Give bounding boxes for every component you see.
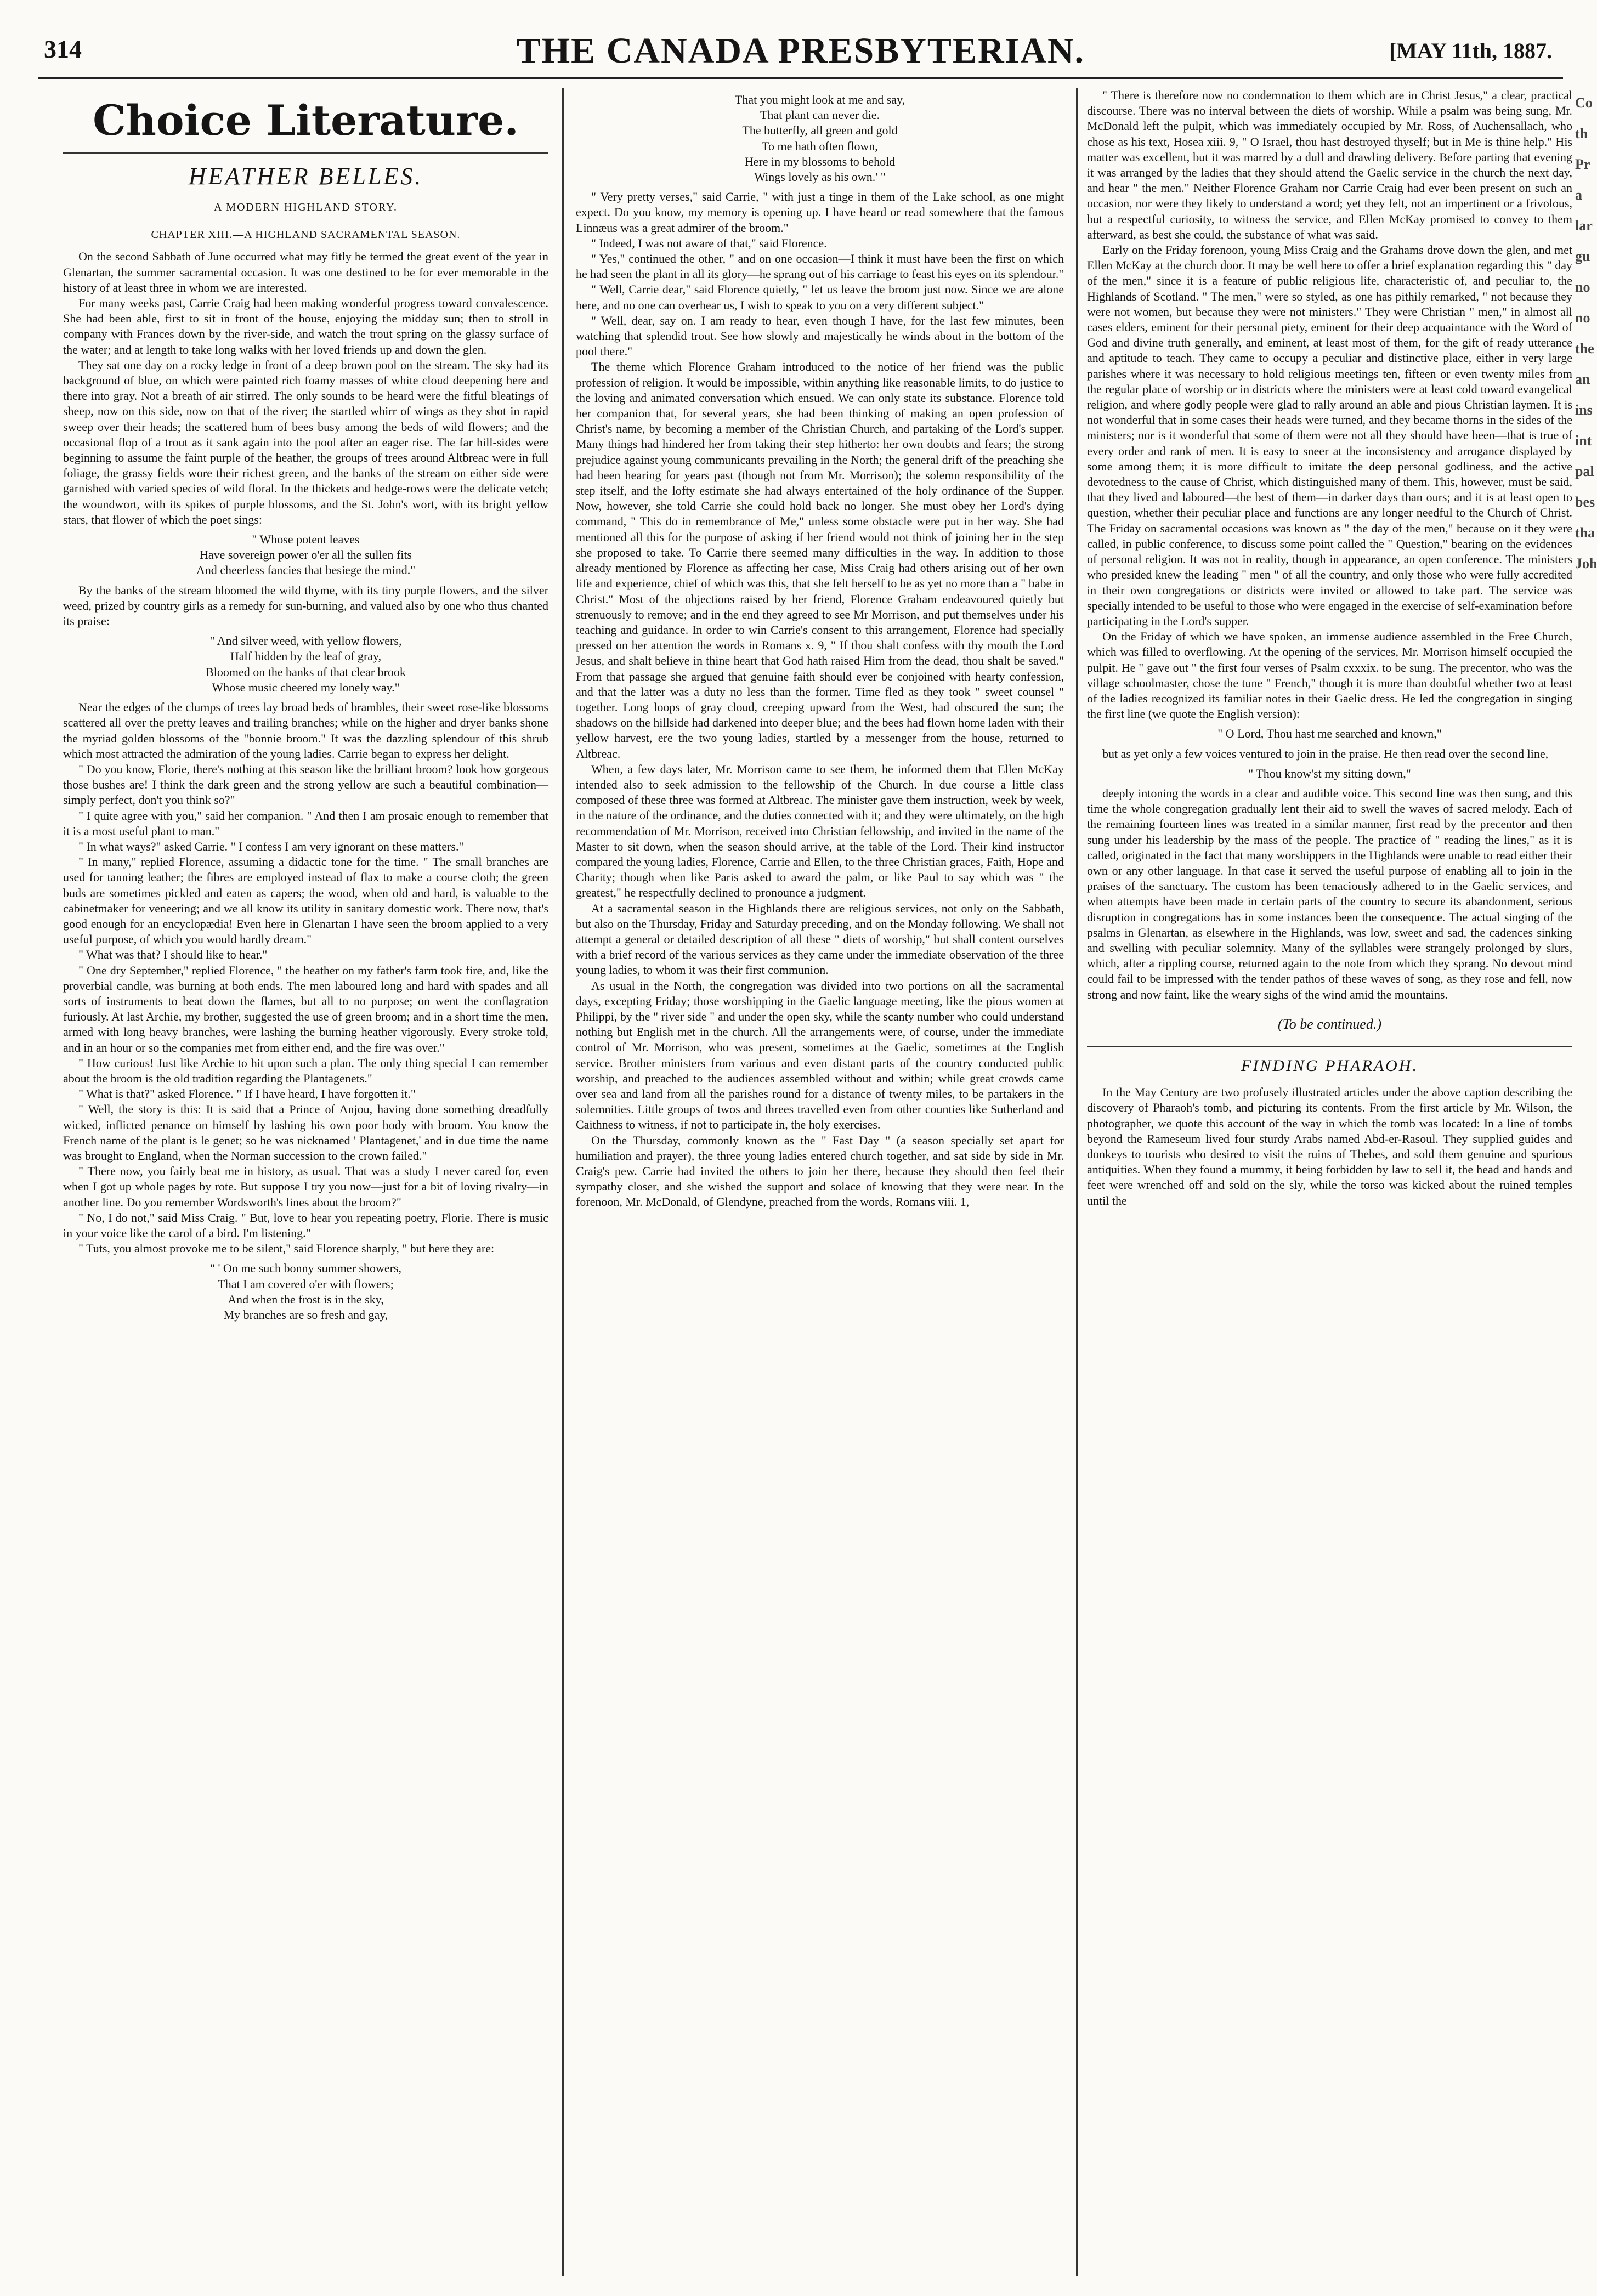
paragraph: Near the edges of the clumps of trees lay broad beds of brambles, their sweet rose-like blossoms scattered all over the pretty leaves and trailing branches; while on the higher and dryer banks shone the myriad golden blossoms of the "bonnie broom." It was the dazzling splendour of this shrub which most attracted the admiration of the young ladies. Carrie began to express her delight. bbox=[63, 700, 548, 761]
paragraph: " No, I do not," said Miss Craig. " But, love to hear you repeating poetry, Florie. There is music in your voice like the carol of a bird. I'm listening." bbox=[63, 1210, 548, 1240]
paragraph: At a sacramental season in the Highlands there are religious services, not only on the Sabbath, but also on the Thursday, Friday and Saturday preceding, and on the Monday following. We shall not attempt a general or detailed description of all these " diets of worship," but shall content ourselves with a brief record of the various services as they came under the immediate observation of the three young ladies, to whom it was their first communion. bbox=[576, 901, 1064, 977]
paragraph: " There is therefore now no condemnation to them which are in Christ Jesus," a clear, practical discourse. There was no interval between the diets of worship. While a psalm was being sung, Mr. McDonald left the pulpit, which was immediately occupied by Mr. Ross, of Auchensallach, who chose as his text, Hosea xiii. 9, " O Israel, thou hast destroyed thyself; but in Me is thine help." His matter was excellent, but it was marred by a dull and drawling delivery. Before parting that evening it was arranged by the ladies that they should attend the Gaelic service in the church the next day, and hear " the men." Neither Florence Graham nor Carrie Craig had ever been present on such an occasion, nor were they likely to understand a word; yet they felt, not an impertinent or a frivolous, but a respectful curiosity, to witness the service, and Ellen McKay promised to convey to them afterward, as best she could, the substance of what was said. bbox=[1087, 88, 1572, 241]
paragraph: In the May Century are two profusely illustrated articles under the above caption describing the discovery of Pharaoh's tomb, and picturing its contents. From the first article by Mr. Wilson, the photographer, we quote this account of the way in which the tomb was located: In a line of tombs beyond the Rameseum lived four sturdy Arabs named Abd-er-Rasoul. They supplied guides and donkeys to tourists who desired to visit the ruins of Thebes, and sold them genuine and spurious antiquities. When they found a mummy, it being forbidden by law to sell it, the head and hands and feet were wrenched off and sold on the sly, while the torso was kicked about the ruined temples until the bbox=[1087, 1085, 1572, 1207]
article-title: FINDING PHARAOH. bbox=[1087, 1046, 1572, 1074]
edge-fragment: int bbox=[1575, 433, 1592, 449]
verse-line: " Whose potent leaves bbox=[252, 532, 360, 547]
paragraph: " Yes," continued the other, " and on one occasion—I think it must have been the first on which he had seen the plant in all its glory—he sprang out of his carriage to feast his eyes on its splendour." bbox=[576, 252, 1064, 281]
verse-line: The butterfly, all green and gold bbox=[742, 123, 898, 138]
paragraph: For many weeks past, Carrie Craig had been making wonderful progress toward convalescence. She had been able, first to sit in front of the house, enjoying the midday sun; then to stroll in company with Frances down by the river-side, and watch the trout spring on the glassy surface of the water; and at length to take long walks with her loved friends up and down the glen. bbox=[63, 296, 548, 356]
paragraph: The theme which Florence Graham introduced to the notice of her friend was the public profession of religion. It would be impossible, within anything like reasonable limits, to do justice to the loving and animated conversation which ensued. We can only state its substance. Florence told her companion that, for several years, she had been thinking of making an open profession of Christ's name, by becoming a member of the Christian Church, and partaking of the Lord's supper. Many things had hindered her from taking their step hitherto: her own doubts and fears; the strong prejudice against young communicants prevailing in the North; the general drift of the preaching she had been hearing for years past (though not from Mr. Morrison); the solemn responsibility of the step itself, and the lofty estimate she had always entertained of the holy ordinance of the Supper. Now, however, she told Carrie she could hold back no longer. She must obey her Lord's dying command, " This do in remembrance of Me," unless some obstacle were put in her way. She had mentioned all this for the purpose of asking if her friend would not think of joining her in the step she proposed to take. To Carrie there seemed many difficulties in the way. In addition to those already mentioned by Florence as affecting her case, Miss Craig had others arising out of her own life and experience, chief of which was this, that she felt herself to be as yet no more than a " babe in Christ." Most of the objections raised by her friend, Florence Graham endeavoured quietly but strenuously to remove; and in the end they agreed to see Mr Morrison, and put themselves under his teaching and guidance. In order to win Carrie's consent to this arrangement, Florence had specially pressed on her attention the words in Romans x. 9, " If thou shalt confess with thy mouth the Lord Jesus, and shalt believe in thine heart that God hath raised Him from the dead, thou shalt be saved." From that passage she argued that genuine faith should ever be conjoined with hearty confession, and that the latter was a duty no less than the former. Time fled as they took " sweet counsel " together. Long loops of gray cloud, creeping upward from the West, had obscured the sun; the shadows on the hillside had darkened into deeper blue; and the bees had flown home laden with their yellow harvest, ere the two young ladies, startled by a messenger from the house, returned to Altbreac. bbox=[576, 360, 1064, 761]
verse-line: That plant can never die. bbox=[760, 108, 880, 122]
verse-quote bbox=[63, 1261, 548, 1323]
page-number: 314 bbox=[44, 35, 82, 63]
verse-line: Bloomed on the banks of that clear brook bbox=[206, 665, 406, 679]
paragraph: deeply intoning the words in a clear and audible voice. This second line was then sung, and this time the whole congregation gradually lent their aid to swell the waves of sacred melody. Each of the remaining fourteen lines was treated in a similar manner, first read by the precentor and then sung under his leadership by the mass of the people. The practice of " reading the lines," as it is called, originated in the fact that many worshippers in the Highlands were unable to read either their own or any other language. In that case it served the useful purpose of enabling all to join in the praises of the sanctuary. The custom has been tenaciously adhered to in the Gaelic services, and when attempts have been made in certain parts of the country to secure its abandonment, serious disruption in congregations has in some instances been the consequence. The actual singing of the psalms in Glenartan, as elsewhere in the Highlands, was low, sweet and sad, the cadences sinking and swelling with peculiar solemnity. Many of the syllables were strangely prolonged by slurs, which, after a rippling course, returned again to the note from which they sprang. No devout mind could fail to be impressed with the tender pathos of these waves of song, as they rose and fell, now strong and now faint, like the weary sighs of the wind amid the mountains. bbox=[1087, 786, 1572, 1001]
adjacent-page-edge bbox=[1575, 88, 1597, 2276]
edge-fragment: Joh bbox=[1575, 555, 1597, 571]
verse-line: Half hidden by the leaf of gray, bbox=[230, 649, 382, 664]
paragraph: When, a few days later, Mr. Morrison came to see them, he informed them that Ellen McKay intended also to seek admission to the fellowship of the Church. In due course a little class composed of these three was formed at Altbreac. The minister gave them instruction, week by week, in the nature of the ordinance, and the duties connected with it; and they were ultimately, on the high recommendation of Mr. Morrison, received into Christian fellowship, and invited in the name of the Master to sit down, when the season should arrive, at the table of the Lord. Their kind instructor compared the young ladies, Florence, Carrie and Ellen, to the three Christian graces, Faith, Hope and Charity; though when like Paris asked to award the palm, or like Paul to say which was " the greatest," he respectfully declined to pronounce a judgment. bbox=[576, 762, 1064, 900]
paragraph: " I quite agree with you," said her companion. " And then I am prosaic enough to remember that it is a most useful plant to man." bbox=[63, 808, 548, 838]
paragraph: " What is that?" asked Florence. " If I have heard, I have forgotten it." bbox=[78, 1087, 416, 1101]
paragraph: They sat one day on a rocky ledge in front of a deep brown pool on the stream. The sky had its background of blue, on which were painted rich foamy masses of white cloud deepening here and there into gray. Not a breath of air stirred. The only sounds to be heard were the fitful bleatings of sheep, now on this side, now on that of the river; the startled whirr of wings as they shot in rapid sweep over their heads; the scattered hum of bees busy among the beds of wild flowers; and the occasional flop of a trout as it sank again into the pool after an eager rise. The far hill-sides were beginning to assume the faint purple of the heather, the groups of trees around Altbreac were in full foliage, the grassy fields wore their richest green, and the banks of the stream on either side were garnished with varied species of wild floral. In the thickets and hedge-rows were the delicate vetch; the woundwort, with its spikes of purple blossoms, and the St. John's wort, with its bright yellow stars, that flower of which the poet sings: bbox=[63, 358, 548, 526]
to-be-continued: (To be continued.) bbox=[1278, 1016, 1381, 1032]
column-left bbox=[63, 88, 548, 2276]
story-subtitle: A MODERN HIGHLAND STORY. bbox=[213, 201, 398, 213]
column-middle bbox=[576, 88, 1064, 2276]
paragraph: " In many," replied Florence, assuming a didactic tone for the time. " The small branches are used for tanning leather; the fibres are employed instead of flax to make a course cloth; the green buds are sometimes pickled and eaten as capers; the wood, when old and hard, is valuable to the cabinetmaker for veneering; and we all know its utility in sanitary domestic work. There now, that's good enough for an encyclopædia! Even here in Glenartan I have seen the broom applied to a very useful purpose, of which you would hardly dream." bbox=[63, 855, 548, 946]
paragraph: " Well, Carrie dear," said Florence quietly, " let us leave the broom just now. Since we are alone here, and no one can overhear us, I wish to speak to you on a very different subject." bbox=[576, 282, 1064, 312]
edge-fragment: a bbox=[1575, 187, 1582, 203]
edge-fragment: ins bbox=[1575, 402, 1593, 418]
verse-line: And when the frost is in the sky, bbox=[228, 1292, 384, 1306]
edge-fragment: th bbox=[1575, 126, 1588, 141]
verse-line: Have sovereign power o'er all the sullen fits bbox=[199, 548, 412, 562]
verse-line: " ' On me such bonny summer showers, bbox=[209, 1261, 401, 1275]
paragraph: " How curious! Just like Archie to hit upon such a plan. The only thing special I can remember about the broom is the old tradition regarding the Plantagenets." bbox=[63, 1056, 548, 1085]
verse-line: Here in my blossoms to behold bbox=[744, 154, 896, 168]
verse-line: And cheerless fancies that besiege the mind." bbox=[196, 563, 416, 577]
paragraph: " Very pretty verses," said Carrie, " with just a tinge in them of the Lake school, as one might expect. Do you know, my memory is opening up. I have heard or read somewhere that the famous Linnæus was a great admirer of the broom." bbox=[576, 190, 1064, 235]
paragraph: " Well, dear, say on. I am ready to hear, even though I have, for the last few minutes, been watching that splendid trout. See how slowly and majestically he winds about in the bottom of the pool there." bbox=[576, 313, 1064, 359]
verse-quote bbox=[63, 532, 548, 579]
verse-quote bbox=[1087, 766, 1572, 781]
issue-date: [MAY 11th, 1887. bbox=[1389, 38, 1552, 63]
edge-fragment: Co bbox=[1575, 95, 1593, 111]
verse-line: " And silver weed, with yellow flowers, bbox=[209, 634, 402, 648]
edge-fragment: bes bbox=[1575, 494, 1595, 510]
paragraph: On the second Sabbath of June occurred what may fitly be termed the great event of the year in Glenartan, the summer sacramental occasion. It was one destined to be for ever memorable in the history of at least three in whom we are interested. bbox=[63, 250, 548, 294]
verse-line: Wings lovely as his own.' " bbox=[754, 170, 886, 184]
page-header bbox=[38, 30, 1563, 69]
edge-fragment: gu bbox=[1575, 248, 1590, 264]
paragraph: but as yet only a few voices ventured to join in the praise. He then read over the second line, bbox=[1102, 746, 1549, 761]
verse-quote bbox=[1087, 726, 1572, 741]
column-divider bbox=[1076, 88, 1078, 2276]
edge-fragment: the bbox=[1575, 341, 1594, 356]
paragraph: " In what ways?" asked Carrie. " I confess I am very ignorant on these matters." bbox=[78, 839, 464, 853]
paragraph: " Do you know, Florie, there's nothing at this season like the brilliant broom? look how gorgeous those bushes are! I think the dark green and the strong yellow are such a beautiful combination—simply perfect, don't you think so?" bbox=[63, 762, 548, 807]
verse-quote bbox=[63, 633, 548, 695]
paragraph: Early on the Friday forenoon, young Miss Craig and the Grahams drove down the glen, and met Ellen McKay at the church door. It may be well here to offer a brief explanation regarding this " day of the men," since it is a feature of public religious life, characteristic of, and peculiar to, the Highlands of Scotland. " The men," were so styled, as one has pithily remarked, " not because they were not women, but because they were not ministers." They were Christian " men," in almost all cases elders, eminent for their personal piety, eminent for their deep acquaintance with the Word of God and divine truth generally, and eminent, at least most of them, for the gift of ready utterance and aptitude to teach. They came to occupy a peculiar and distinctive place, either in very large parishes where it was necessary to hold religious meetings ten, fifteen or even twenty miles from the regular place of worship or in districts where the ministers were at least cold toward evangelical religion, and where godly people were glad to rally around an able and pious Christian laymen. It is not wonderful that in some cases their heads were turned, and they became thorns in the sides of the ministers; nor is it wonderful that some of them were not all they should have been—that is true of every order and rank of men. It is easy to sneer at the inconsistency and arrogance displayed by some among them; it is more difficult to imitate the deep personal godliness, and the active devotedness to the cause of Christ, which distinguished many of them. This, however, must be said, that they lived and laboured—the best of them—in darker days than ours; and it is at least open to question, whether their peculiar place and functions are any longer needful to the Church of Christ. The Friday on sacramental occasions was known as " the day of the men," because on it they were called, in public conference, to discuss some point called the " Question," bearing on the evidences of personal religion. It was not in reality, though in appearance, an open conference. The ministers who presided knew the leading " men " of all the country, and only those who were fully accredited in their own congregations or districts were invited or allowed to take part. The service was specially intended to be useful to those who were engaged in the exercise of self-examination before participating in the Lord's supper. bbox=[1087, 243, 1572, 628]
paragraph: " One dry September," replied Florence, " the heather on my father's farm took fire, and, like the proverbial candle, was burning at both ends. The men laboured long and hard with spades and all sorts of instruments to beat down the flames, but all to no purpose; on went the conflagration furiously. At last Archie, my brother, suggested the use of green broom; and in a short time the men, armed with long heavy branches, were lashing the burning heather vigorously. Every stroke told, and in an hour or so the companies met from either end, and the fire was over." bbox=[63, 963, 548, 1055]
edge-fragment: an bbox=[1575, 371, 1590, 387]
edge-fragment: no bbox=[1575, 279, 1590, 295]
story-title: HEATHER BELLES. bbox=[63, 152, 548, 193]
paragraph: " Tuts, you almost provoke me to be silent," said Florence sharply, " but here they are: bbox=[78, 1241, 495, 1256]
verse-line: That you might look at me and say, bbox=[734, 93, 905, 106]
paragraph: As usual in the North, the congregation was divided into two portions on all the sacramental days, excepting Friday; those worshipping in the Gaelic language meeting, like the pious women at Philippi, by the " river side " and under the open sky, while the scanty number who could understand nothing but English met in the church. All the arrangements were, of course, under the immediate control of Mr. Morrison, who was present, sometimes at the Gaelic, sometimes at the English service. Brother ministers from various and even distant parts of the country conducted public worship, and preached to the audiences assembled without and within; while great crowds came over sea and land from all the parishes round for a distance of twenty miles, to be partakers in the solemnities. Little groups of twos and threes travelled even from other counties like Sutherland and Caithness to witness, if not to participate in, the holy exercises. bbox=[576, 978, 1064, 1132]
edge-fragment: pal bbox=[1575, 463, 1594, 479]
paragraph: " Indeed, I was not aware of that," said Florence. bbox=[591, 236, 827, 250]
edge-fragment: Pr bbox=[1575, 156, 1590, 172]
column-right bbox=[1087, 88, 1572, 2276]
verse-line: Whose music cheered my lonely way." bbox=[212, 680, 400, 694]
verse-line: My branches are so fresh and gay, bbox=[223, 1308, 388, 1322]
section-title: Choice Literature. bbox=[93, 96, 519, 145]
verse-quote bbox=[576, 92, 1064, 185]
verse-line: " Thou know'st my sitting down," bbox=[1248, 766, 1411, 780]
paragraph: On the Friday of which we have spoken, an immense audience assembled in the Free Church, which was filled to overflowing. At the opening of the services, Mr. Morrison himself occupied the pulpit. He " gave out " the first four verses of Psalm cxxxix. to be sung. The precentor, who was the village schoolmaster, chose the tune " French," though it is more than doubtful whether two at least of the ladies recognized its familiar notes in their Gaelic dress. He led the congregation in singing the first line (we quote the English version): bbox=[1087, 630, 1572, 721]
paragraph: " Well, the story is this: It is said that a Prince of Anjou, having done something dreadfully wicked, inflicted penance on himself by lashing his own poor body with broom. You know the French name of the plant is le genet; so he was nicknamed ' Plantagenet,' and in due time the name was brought to England, when the Norman succession to the crown failed." bbox=[63, 1102, 548, 1163]
edge-fragment: no bbox=[1575, 310, 1590, 326]
edge-fragment: tha bbox=[1575, 525, 1595, 541]
header-rule bbox=[38, 77, 1563, 79]
paragraph: On the Thursday, commonly known as the " Fast Day " (a season specially set apart for humiliation and prayer), the three young ladies entered church together, and sat side by side in Mr. Craig's pew. Carrie had invited the others to join her there, because they should then feel their sympathy closer, and she wished the support and solace of knowing that they were near. In the forenoon, Mr. McDonald, of Glendyne, preached from the words, Romans viii. 1, bbox=[576, 1133, 1064, 1209]
journal-title: THE CANADA PRESBYTERIAN. bbox=[516, 31, 1085, 71]
paragraph: " What was that? I should like to hear." bbox=[78, 948, 268, 962]
edge-fragment: lar bbox=[1575, 218, 1593, 234]
verse-line: That I am covered o'er with flowers; bbox=[218, 1277, 394, 1291]
paragraph: " There now, you fairly beat me in history, as usual. That was a study I never cared for, even when I got up whole pages by rote. But suppose I try you now—just for a bit of loving rivalry—in another line. Do you remember Wordsworth's lines about the broom?" bbox=[63, 1164, 548, 1209]
verse-line: " O Lord, Thou hast me searched and known," bbox=[1217, 727, 1442, 741]
verse-line: To me hath often flown, bbox=[762, 139, 878, 153]
paragraph: By the banks of the stream bloomed the wild thyme, with its tiny purple flowers, and the silver weed, prized by country girls as a remedy for sun-burning, and valued also by one who thus chanted its praise: bbox=[63, 583, 548, 628]
chapter-heading: CHAPTER XIII.—A HIGHLAND SACRAMENTAL SEASON. bbox=[151, 229, 461, 241]
column-divider bbox=[562, 88, 564, 2276]
